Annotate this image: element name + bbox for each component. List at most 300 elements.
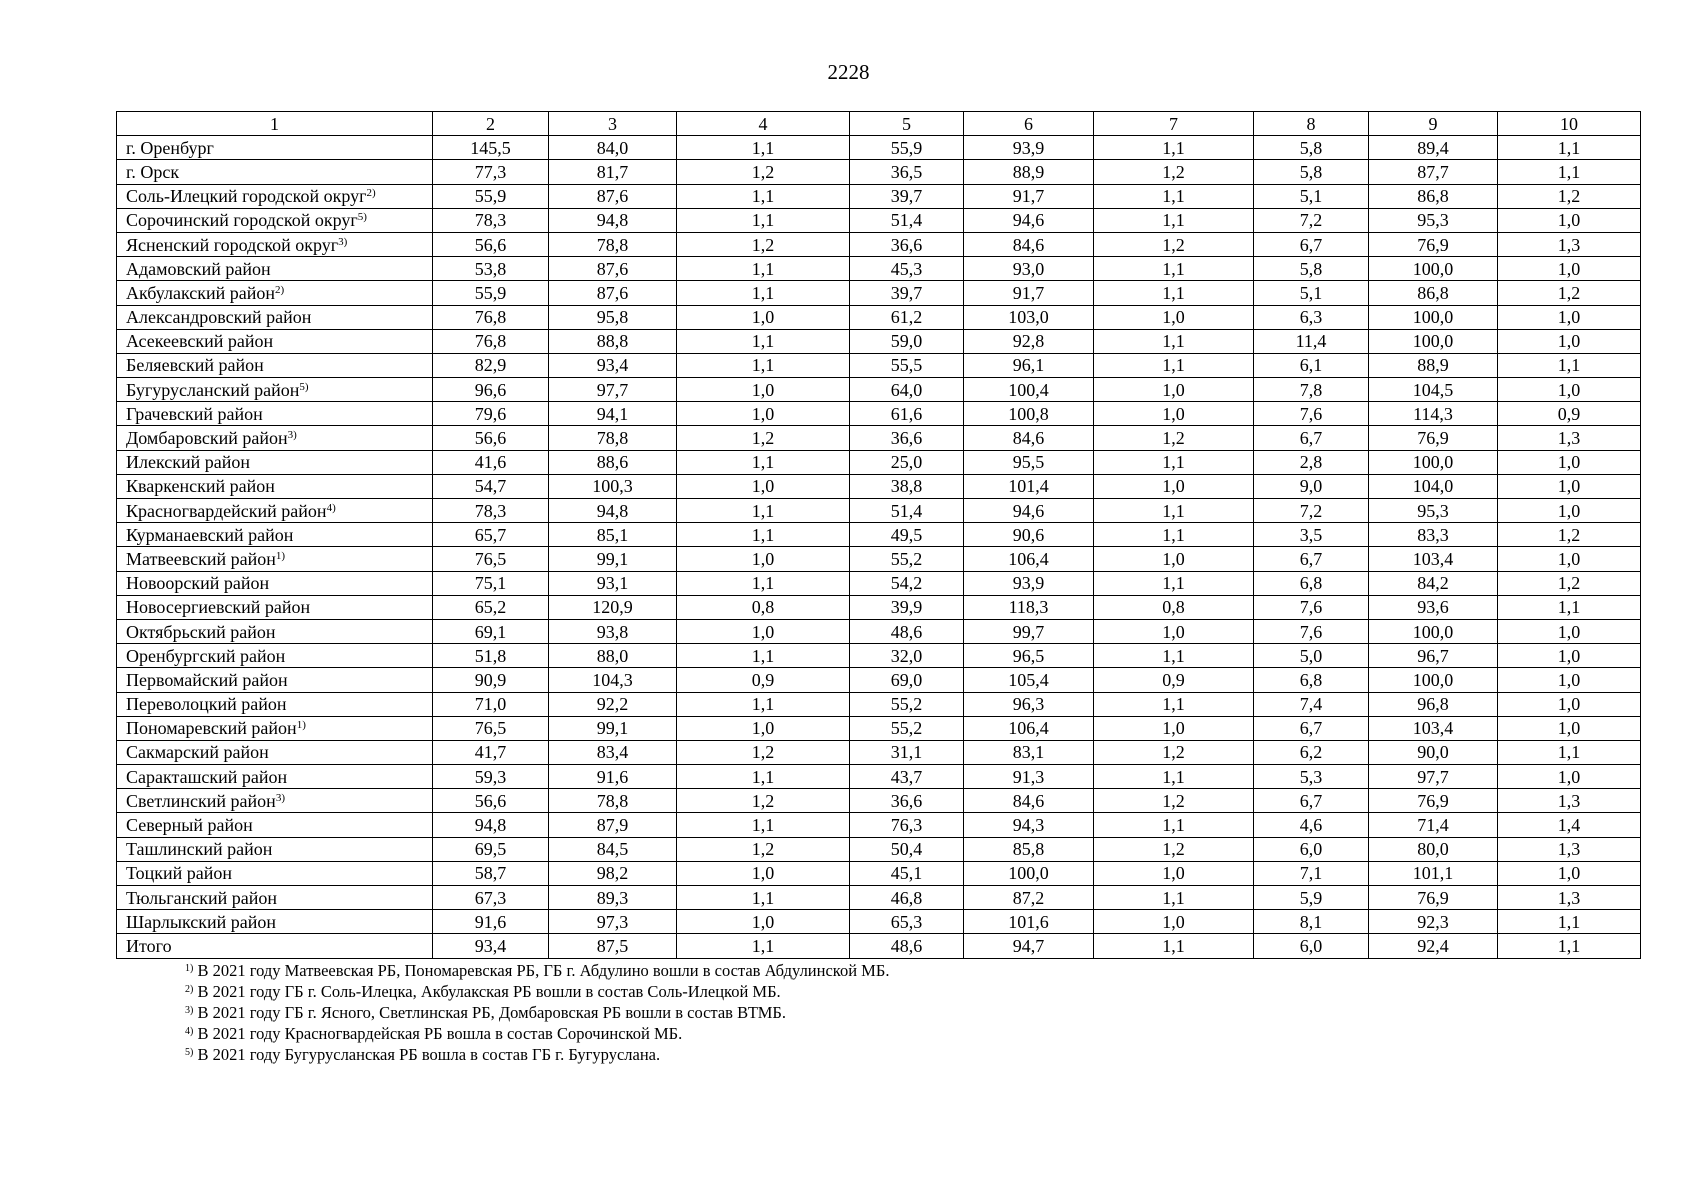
value-cell: 1,1 [1094,571,1254,595]
value-cell: 1,0 [677,716,850,740]
footnote-mark: 5) [185,1047,194,1058]
value-cell: 49,5 [850,523,964,547]
value-cell: 1,0 [1094,716,1254,740]
row-name: Ташлинский район [126,839,273,860]
value-cell: 1,1 [677,765,850,789]
value-cell: 48,6 [850,934,964,958]
value-cell: 80,0 [1369,837,1498,861]
row-name: Сорочинский городской округ [126,210,358,231]
value-cell: 1,1 [677,353,850,377]
footnote-text: В 2021 году Бугурусланская РБ вошла в состав ГБ г. Бугуруслана. [197,1045,661,1064]
row-name: г. Оренбург [126,137,214,158]
value-cell: 1,0 [677,305,850,329]
row-name-cell [117,910,433,934]
value-cell: 78,3 [433,499,549,523]
table-row [117,257,1641,281]
value-cell: 65,7 [433,523,549,547]
footnote-marker: 4) [326,501,336,514]
value-cell: 71,4 [1369,813,1498,837]
value-cell: 1,0 [1498,474,1641,498]
table-row [117,668,1641,692]
value-cell: 6,7 [1254,716,1369,740]
row-name: Светлинский район [126,790,276,811]
row-name: Акбулакский район [126,282,276,303]
row-name-cell [117,378,433,402]
value-cell: 45,3 [850,257,964,281]
value-cell: 36,6 [850,789,964,813]
row-name: Октябрьский район [126,621,276,642]
row-name: Шарлыкский район [126,911,277,932]
value-cell: 1,2 [1498,571,1641,595]
value-cell: 87,7 [1369,160,1498,184]
value-cell: 7,6 [1254,619,1369,643]
value-cell: 1,0 [677,910,850,934]
table-row [117,716,1641,740]
footnote [185,960,889,981]
value-cell: 99,1 [549,716,677,740]
value-cell: 1,1 [677,644,850,668]
footnote [185,981,889,1002]
value-cell: 0,9 [1498,402,1641,426]
value-cell: 7,6 [1254,402,1369,426]
table-row [117,740,1641,764]
value-cell: 69,0 [850,668,964,692]
value-cell: 1,0 [1498,765,1641,789]
value-cell: 65,2 [433,595,549,619]
value-cell: 78,3 [433,208,549,232]
value-cell: 5,8 [1254,257,1369,281]
row-name-cell [117,547,433,571]
value-cell: 99,1 [549,547,677,571]
value-cell: 96,6 [433,378,549,402]
value-cell: 95,3 [1369,208,1498,232]
row-name: Новосергиевский район [126,597,311,618]
value-cell: 6,7 [1254,426,1369,450]
value-cell: 88,0 [549,644,677,668]
value-cell: 118,3 [964,595,1094,619]
row-name-cell [117,523,433,547]
column-header: 2 [433,112,549,136]
value-cell: 31,1 [850,740,964,764]
row-name: Оренбургский район [126,645,286,666]
value-cell: 11,4 [1254,329,1369,353]
value-cell: 100,0 [1369,668,1498,692]
value-cell: 1,2 [1094,789,1254,813]
value-cell: 41,6 [433,450,549,474]
value-cell: 56,6 [433,426,549,450]
row-name: г. Орск [126,161,180,182]
footnote-text: В 2021 году ГБ г. Ясного, Светлинская РБ, Домбаровская РБ вошли в состав ВТМБ. [197,1003,786,1022]
value-cell: 91,3 [964,765,1094,789]
value-cell: 39,7 [850,184,964,208]
footnote-mark: 2) [185,984,194,995]
row-name-cell [117,595,433,619]
value-cell: 87,6 [549,184,677,208]
row-name: Александровский район [126,307,312,328]
table-row [117,571,1641,595]
value-cell: 1,1 [677,692,850,716]
value-cell: 1,3 [1498,426,1641,450]
row-name: Красногвардейский район [126,500,327,521]
value-cell: 1,1 [677,886,850,910]
value-cell: 100,0 [1369,257,1498,281]
value-cell: 120,9 [549,595,677,619]
value-cell: 1,0 [1498,716,1641,740]
value-cell: 76,9 [1369,426,1498,450]
row-name: Саракташский район [126,766,288,787]
value-cell: 2,8 [1254,450,1369,474]
table-row [117,765,1641,789]
value-cell: 95,8 [549,305,677,329]
row-name: Тюльганский район [126,887,278,908]
value-cell: 94,7 [964,934,1094,958]
value-cell: 1,1 [1094,813,1254,837]
table-row [117,353,1641,377]
row-name-cell [117,668,433,692]
value-cell: 1,2 [1094,232,1254,256]
row-name: Новоорский район [126,573,270,594]
value-cell: 1,1 [677,281,850,305]
footnote-marker: 1) [275,549,286,562]
value-cell: 90,0 [1369,740,1498,764]
value-cell: 1,2 [1094,160,1254,184]
value-cell: 55,9 [433,281,549,305]
value-cell: 45,1 [850,861,964,885]
value-cell: 105,4 [964,668,1094,692]
value-cell: 36,5 [850,160,964,184]
value-cell: 94,3 [964,813,1094,837]
row-name-cell [117,571,433,595]
value-cell: 83,4 [549,740,677,764]
footnote-marker: 2) [366,187,376,200]
value-cell: 100,0 [1369,329,1498,353]
value-cell: 78,8 [549,232,677,256]
value-cell: 94,8 [433,813,549,837]
value-cell: 32,0 [850,644,964,668]
column-header: 7 [1094,112,1254,136]
value-cell: 7,2 [1254,499,1369,523]
value-cell: 0,9 [1094,668,1254,692]
value-cell: 100,4 [964,378,1094,402]
table-row [117,789,1641,813]
value-cell: 64,0 [850,378,964,402]
value-cell: 1,1 [1094,934,1254,958]
value-cell: 46,8 [850,886,964,910]
value-cell: 84,6 [964,232,1094,256]
value-cell: 1,1 [677,184,850,208]
row-name: Северный район [126,815,253,836]
value-cell: 6,7 [1254,789,1369,813]
value-cell: 1,0 [677,547,850,571]
row-name: Домбаровский район [126,428,288,449]
value-cell: 100,0 [1369,450,1498,474]
value-cell: 83,1 [964,740,1094,764]
value-cell: 91,7 [964,184,1094,208]
value-cell: 82,9 [433,353,549,377]
value-cell: 84,6 [964,426,1094,450]
value-cell: 93,1 [549,571,677,595]
value-cell: 1,3 [1498,886,1641,910]
value-cell: 100,0 [1369,305,1498,329]
value-cell: 1,1 [677,450,850,474]
value-cell: 1,1 [677,499,850,523]
footnote-marker: 5) [357,211,367,224]
value-cell: 100,0 [1369,619,1498,643]
value-cell: 1,0 [1094,619,1254,643]
value-cell: 55,2 [850,716,964,740]
value-cell: 51,4 [850,499,964,523]
row-name-cell [117,160,433,184]
value-cell: 96,3 [964,692,1094,716]
value-cell: 106,4 [964,716,1094,740]
table-row [117,547,1641,571]
row-name-cell [117,281,433,305]
value-cell: 5,9 [1254,886,1369,910]
value-cell: 1,1 [1094,886,1254,910]
value-cell: 1,2 [1094,740,1254,764]
value-cell: 1,2 [1498,184,1641,208]
value-cell: 1,2 [677,837,850,861]
value-cell: 93,4 [433,934,549,958]
value-cell: 7,4 [1254,692,1369,716]
row-name: Итого [126,935,172,956]
value-cell: 103,4 [1369,547,1498,571]
value-cell: 1,1 [677,523,850,547]
footnotes [185,960,889,1065]
value-cell: 99,7 [964,619,1094,643]
value-cell: 1,0 [1498,378,1641,402]
value-cell: 87,2 [964,886,1094,910]
value-cell: 89,3 [549,886,677,910]
row-name: Соль-Илецкий городской округ [126,186,367,207]
value-cell: 7,8 [1254,378,1369,402]
value-cell: 6,1 [1254,353,1369,377]
value-cell: 38,8 [850,474,964,498]
value-cell: 1,0 [1094,402,1254,426]
column-header: 1 [117,112,433,136]
value-cell: 56,6 [433,789,549,813]
value-cell: 36,6 [850,232,964,256]
row-name-cell [117,861,433,885]
table-row [117,499,1641,523]
value-cell: 92,3 [1369,910,1498,934]
column-header: 10 [1498,112,1641,136]
value-cell: 0,8 [1094,595,1254,619]
value-cell: 93,0 [964,257,1094,281]
row-name-cell [117,184,433,208]
row-name: Беляевский район [126,355,264,376]
row-name: Асекеевский район [126,331,274,352]
row-name-cell [117,740,433,764]
table-row [117,474,1641,498]
value-cell: 1,0 [677,619,850,643]
value-cell: 1,1 [1498,353,1641,377]
value-cell: 5,8 [1254,160,1369,184]
value-cell: 1,2 [677,789,850,813]
value-cell: 48,6 [850,619,964,643]
value-cell: 6,8 [1254,668,1369,692]
value-cell: 1,0 [1498,692,1641,716]
value-cell: 96,7 [1369,644,1498,668]
table-row [117,934,1641,958]
value-cell: 3,5 [1254,523,1369,547]
value-cell: 65,3 [850,910,964,934]
value-cell: 94,1 [549,402,677,426]
value-cell: 106,4 [964,547,1094,571]
table-row [117,523,1641,547]
value-cell: 76,8 [433,305,549,329]
value-cell: 1,0 [677,474,850,498]
value-cell: 59,0 [850,329,964,353]
value-cell: 1,1 [1094,523,1254,547]
table-row [117,378,1641,402]
value-cell: 69,1 [433,619,549,643]
value-cell: 1,1 [1094,765,1254,789]
value-cell: 53,8 [433,257,549,281]
table-row [117,861,1641,885]
value-cell: 6,2 [1254,740,1369,764]
value-cell: 96,1 [964,353,1094,377]
value-cell: 1,2 [1094,426,1254,450]
value-cell: 87,6 [549,281,677,305]
value-cell: 97,7 [1369,765,1498,789]
value-cell: 90,9 [433,668,549,692]
value-cell: 5,1 [1254,184,1369,208]
value-cell: 104,5 [1369,378,1498,402]
value-cell: 1,0 [1498,644,1641,668]
value-cell: 36,6 [850,426,964,450]
value-cell: 84,5 [549,837,677,861]
value-cell: 1,1 [1498,595,1641,619]
value-cell: 71,0 [433,692,549,716]
row-name-cell [117,402,433,426]
table-row [117,813,1641,837]
value-cell: 59,3 [433,765,549,789]
value-cell: 1,0 [1094,378,1254,402]
footnote-mark: 1) [185,963,194,974]
value-cell: 88,9 [964,160,1094,184]
value-cell: 8,1 [1254,910,1369,934]
value-cell: 92,4 [1369,934,1498,958]
value-cell: 58,7 [433,861,549,885]
value-cell: 1,2 [677,740,850,764]
header-row [117,112,1641,136]
value-cell: 90,6 [964,523,1094,547]
value-cell: 1,3 [1498,232,1641,256]
value-cell: 1,0 [1498,619,1641,643]
value-cell: 101,1 [1369,861,1498,885]
row-name-cell [117,474,433,498]
row-name: Кваркенский район [126,476,275,497]
row-name: Грачевский район [126,403,263,424]
value-cell: 7,6 [1254,595,1369,619]
row-name-cell [117,837,433,861]
value-cell: 94,6 [964,208,1094,232]
row-name: Матвеевский район [126,548,276,569]
value-cell: 1,0 [1498,861,1641,885]
row-name-cell [117,934,433,958]
table-row [117,136,1641,160]
value-cell: 6,0 [1254,934,1369,958]
value-cell: 1,1 [677,329,850,353]
value-cell: 93,9 [964,136,1094,160]
table-row [117,208,1641,232]
row-name-cell [117,257,433,281]
value-cell: 95,5 [964,450,1094,474]
row-name-cell [117,426,433,450]
value-cell: 9,0 [1254,474,1369,498]
value-cell: 25,0 [850,450,964,474]
table-body [117,136,1641,958]
value-cell: 78,8 [549,789,677,813]
table-row [117,644,1641,668]
value-cell: 1,1 [677,257,850,281]
value-cell: 1,0 [677,378,850,402]
value-cell: 79,6 [433,402,549,426]
value-cell: 61,6 [850,402,964,426]
value-cell: 1,1 [677,571,850,595]
value-cell: 1,0 [1498,547,1641,571]
value-cell: 89,4 [1369,136,1498,160]
value-cell: 1,1 [1094,644,1254,668]
value-cell: 1,1 [1094,136,1254,160]
value-cell: 94,6 [964,499,1094,523]
value-cell: 1,0 [1094,861,1254,885]
value-cell: 96,8 [1369,692,1498,716]
value-cell: 114,3 [1369,402,1498,426]
value-cell: 0,9 [677,668,850,692]
value-cell: 1,0 [1498,499,1641,523]
value-cell: 55,5 [850,353,964,377]
column-header: 8 [1254,112,1369,136]
value-cell: 55,2 [850,547,964,571]
value-cell: 6,8 [1254,571,1369,595]
value-cell: 1,0 [1498,450,1641,474]
value-cell: 1,1 [1094,281,1254,305]
value-cell: 97,3 [549,910,677,934]
value-cell: 7,2 [1254,208,1369,232]
value-cell: 55,9 [850,136,964,160]
value-cell: 1,0 [1498,208,1641,232]
value-cell: 103,0 [964,305,1094,329]
value-cell: 93,4 [549,353,677,377]
table-row [117,910,1641,934]
value-cell: 84,6 [964,789,1094,813]
value-cell: 1,0 [1498,257,1641,281]
table-row [117,692,1641,716]
value-cell: 1,1 [1094,184,1254,208]
column-header: 9 [1369,112,1498,136]
table-row [117,281,1641,305]
row-name-cell [117,232,433,256]
footnote-text: В 2021 году ГБ г. Соль-Илецка, Акбулакская РБ вошли в состав Соль-Илецкой МБ. [197,982,781,1001]
row-name-cell [117,789,433,813]
row-name-cell [117,813,433,837]
value-cell: 91,6 [549,765,677,789]
value-cell: 1,0 [1094,474,1254,498]
page-number: 2228 [827,60,870,84]
row-name: Первомайский район [126,669,288,690]
row-name-cell [117,353,433,377]
footnote-mark: 4) [185,1026,194,1037]
value-cell: 75,1 [433,571,549,595]
value-cell: 98,2 [549,861,677,885]
footnote-marker: 5) [299,380,309,393]
value-cell: 76,5 [433,716,549,740]
footnote-marker: 3) [338,235,348,248]
column-header: 5 [850,112,964,136]
value-cell: 86,8 [1369,184,1498,208]
